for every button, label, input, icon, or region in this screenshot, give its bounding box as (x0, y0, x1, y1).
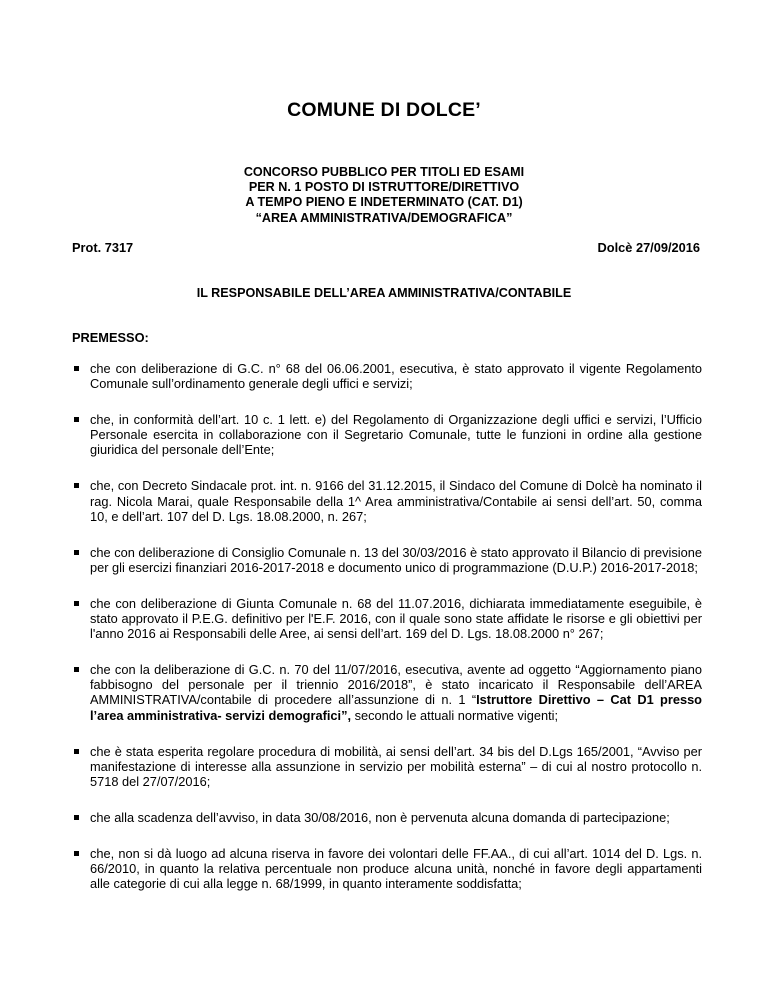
premises-list (72, 361, 702, 891)
list-item-text: che con deliberazione di Consiglio Comunale n. 13 del 30/03/2016 è stato approvato il Bilancio di previsione per gli esercizi finanziari 2016-2017-2018 e documento unico di programmazione (D.U.P.) 2016-2017-2018; (90, 544, 702, 575)
list-item (72, 810, 702, 825)
list-item-text-part: che con la deliberazione di G.C. n. 70 del 11/07/2016, esecutiva, avente ad oggetto “Aggiornamento piano fabbisogno del personale per il triennio 2016/2018”, è stato incaricato il Responsabile dell’AREA AMMINISTRATIVA/contabile di procedere all’assunzione di n. 1 “ (90, 662, 702, 708)
list-item-text: che con deliberazione di Giunta Comunale n. 68 del 11.07.2016, dichiarata immediatamente eseguibile, è stato approvato il P.E.G. definitivo per l'E.F. 2016, con il quale sono state affidate le risorse e gli obiettivi per l'anno 2016 ai Responsabili delle Aree, ai sensi dell’art. 169 del D. Lgs. 18.08.2000 n° 267; (90, 595, 702, 642)
document-date: Dolcè 27/09/2016 (597, 240, 700, 255)
list-item-bold-text: Istruttore Direttivo – Cat D1 presso l’area amministrativa- servizi demografici”, (90, 692, 702, 723)
list-item-text: che alla scadenza dell’avviso, in data 30/08/2016, non è pervenuta alcuna domanda di partecipazione; (90, 809, 670, 825)
premesso-heading: PREMESSO: (72, 330, 149, 345)
list-item (72, 545, 702, 575)
list-item (72, 662, 702, 722)
subtitle-line: “AREA AMMINISTRATIVA/DEMOGRAFICA” (255, 210, 513, 225)
subtitle-line: PER N. 1 POSTO DI ISTRUTTORE/DIRETTIVO (248, 180, 520, 195)
bullet-icon (74, 667, 79, 672)
list-item (72, 596, 702, 641)
competition-subtitle (0, 165, 768, 226)
subtitle-line: CONCORSO PUBBLICO PER TITOLI ED ESAMI (243, 165, 525, 179)
bullet-icon (74, 366, 79, 371)
responsible-heading: IL RESPONSABILE DELL’AREA AMMINISTRATIVA/CONTABILE (196, 286, 572, 300)
bullet-icon (74, 815, 79, 820)
list-item-text-tail: secondo le attuali normative vigenti; (351, 707, 559, 723)
bullet-icon (74, 749, 79, 754)
list-item (72, 412, 702, 457)
list-item-text: che con deliberazione di G.C. n° 68 del 06.06.2001, esecutiva, è stato approvato il vigente Regolamento Comunale sull’ordinamento generale degli uffici e servizi; (90, 361, 702, 392)
bullet-icon (74, 550, 79, 555)
list-item-text: che, in conformità dell’art. 10 c. 1 lett. e) del Regolamento di Organizzazione degli uffici e servizi, l’Ufficio Personale esercita in collaborazione con il Segretario Comunale, tutte le funzioni in ordine alla gestione giuridica del personale dell’Ente; (90, 412, 702, 458)
list-item-text: che, con Decreto Sindacale prot. int. n. 9166 del 31.12.2015, il Sindaco del Comune di Dolcè ha nominato il rag. Nicola Marai, quale Responsabile della 1^ Area amministrativa/Contabile ai sensi dell’art. 50, comma 10, e dell’art. 107 del D. Lgs. 18.08.2000, n. 267; (90, 478, 702, 524)
bullet-icon (74, 483, 79, 488)
list-item-text (90, 662, 702, 722)
bullet-icon (74, 851, 79, 856)
list-item (72, 846, 702, 891)
list-item (72, 744, 702, 789)
document-title: COMUNE DI DOLCE’ (287, 99, 481, 121)
subtitle-line: A TEMPO PIENO E INDETERMINATO (CAT. D1) (245, 195, 523, 210)
list-item-text: che, non si dà luogo ad alcuna riserva in favore dei volontari delle FF.AA., di cui all’art. 1014 del D. Lgs. n. 66/2010, in quanto la relativa percentuale non produce alcuna unità, nonché in favore degli appartamenti alle categorie di cui alla legge n. 68/1999, in quanto interamente soddisfatta; (90, 845, 702, 892)
list-item (72, 478, 702, 523)
bullet-icon (74, 601, 79, 606)
list-item (72, 361, 702, 391)
protocol-number: Prot. 7317 (72, 240, 134, 255)
list-item-text: che è stata esperita regolare procedura di mobilità, ai sensi dell’art. 34 bis del D.Lgs 165/2001, “Avviso per manifestazione di interesse alla assunzione in servizio per mobilità esterna” – di cui al nostro protocollo n. 5718 del 27/07/2016; (90, 743, 702, 789)
bullet-icon (74, 417, 79, 422)
